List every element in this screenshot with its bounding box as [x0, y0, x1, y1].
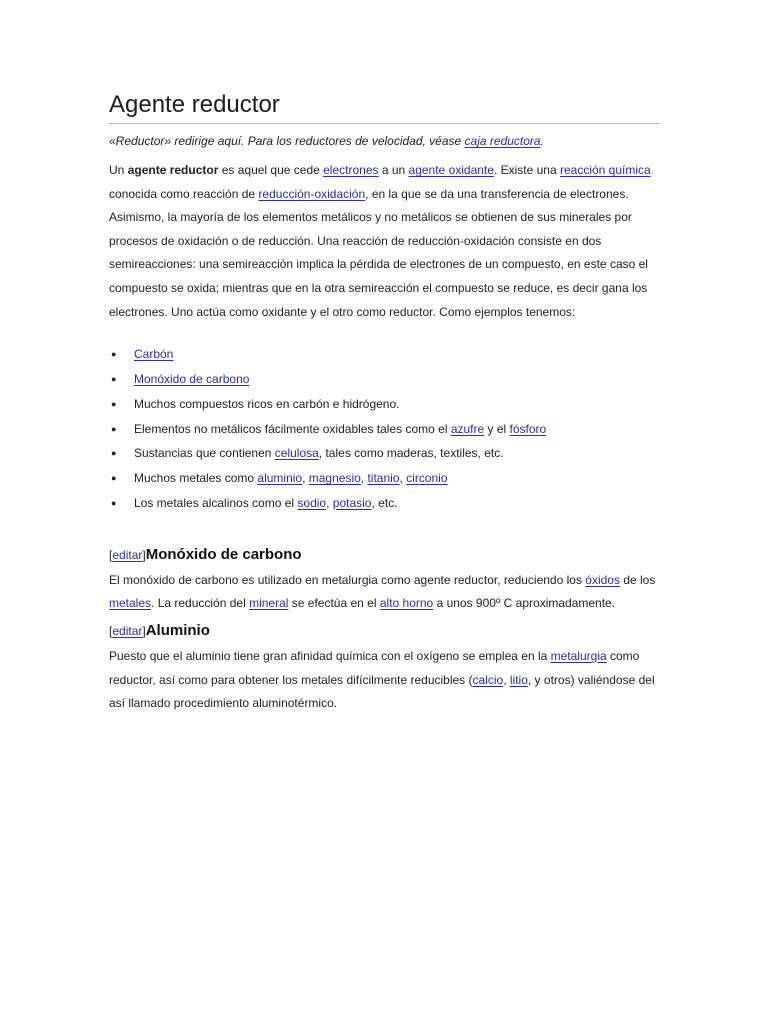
- section-title: Monóxido de carbono: [145, 545, 302, 563]
- section-heading-aluminio: [109, 622, 660, 639]
- edit-section-button[interactable]: editar: [112, 547, 143, 562]
- section-text: El monóxido de carbono es utilizado en metalurgia como agente reductor, reduciendo los: [109, 572, 586, 587]
- separator: ,: [503, 672, 510, 687]
- list-item-text: Sustancias que contienen: [134, 446, 275, 461]
- edit-link: [109, 548, 146, 562]
- link-caja-reductora[interactable]: caja reductora: [464, 134, 541, 148]
- link-sodio[interactable]: sodio: [297, 495, 327, 510]
- separator: ,: [302, 471, 309, 486]
- link-titanio[interactable]: titanio: [367, 471, 400, 486]
- link-metalurgia[interactable]: metalurgia: [550, 648, 607, 663]
- link-carbon[interactable]: Carbón: [134, 347, 174, 362]
- examples-list: [109, 342, 660, 516]
- link-potasio[interactable]: potasio: [332, 495, 372, 510]
- link-metales[interactable]: metales: [109, 596, 152, 611]
- list-item-text: , etc.: [371, 495, 398, 510]
- intro-text: Un: [109, 163, 128, 177]
- bracket: [: [109, 623, 113, 638]
- edit-link: [109, 624, 146, 638]
- link-aluminio[interactable]: aluminio: [257, 471, 303, 486]
- section-heading-monoxido: [109, 546, 660, 563]
- list-item: [109, 491, 660, 516]
- bracket: ]: [142, 547, 146, 562]
- section-text: como reductor, así como para obtener los metales difícilmente reducibles (: [109, 648, 640, 687]
- link-oxidos[interactable]: óxidos: [585, 572, 620, 587]
- section-text: , y otros) valiéndose del así llamado procedimiento aluminotérmico.: [109, 672, 655, 711]
- section-text: Puesto que el aluminio tiene gran afinidad química con el oxígeno se emplea en la: [109, 648, 551, 663]
- link-alto-horno[interactable]: alto horno: [379, 596, 434, 611]
- separator: ,: [326, 495, 333, 510]
- list-item: [109, 441, 660, 466]
- link-azufre[interactable]: azufre: [450, 421, 485, 436]
- intro-text: conocida como reacción de: [109, 186, 259, 201]
- list-item-text: y el: [484, 421, 510, 436]
- article-content: [109, 88, 660, 716]
- bullet-icon: ●: [111, 398, 117, 409]
- intro-text: , en la que se da una transferencia de electrones. Asimismo, la mayoría de los elementos metálicos y no metálicos se obtienen de sus minerales por procesos de oxidación o de reducción. Una reacción de reducción-oxidación consiste en dos semireacciones: una semireacción implica la pérdida de electrones de un compuesto, en este caso el compuesto se oxida; mientras que en la otra semireacción el compuesto se reduce, es decir gana los electrones. Uno actúa como oxidante y el otro como reductor. Como ejemplos tenemos:: [109, 186, 648, 319]
- section-paragraph-monoxido: [109, 569, 660, 616]
- list-item: [109, 466, 660, 491]
- list-item: [109, 342, 660, 367]
- intro-bold-term: agente reductor: [127, 163, 219, 177]
- list-item: [109, 392, 660, 417]
- intro-paragraph: [109, 159, 660, 324]
- list-item-text: Muchos metales como: [134, 471, 258, 486]
- link-circonio[interactable]: circonio: [406, 471, 448, 486]
- link-reduccion-oxidacion[interactable]: reducción-oxidación: [258, 186, 366, 201]
- list-item-text: Muchos compuestos ricos en carbón e hidrógeno.: [134, 396, 400, 411]
- list-item-text: Los metales alcalinos como el: [134, 495, 298, 510]
- section-paragraph-aluminio: [109, 645, 660, 716]
- link-litio[interactable]: litio: [509, 672, 528, 687]
- intro-text: a un: [378, 163, 409, 177]
- bracket: ]: [142, 623, 146, 638]
- section-text: de los: [619, 572, 656, 587]
- bullet-icon: ●: [111, 448, 117, 459]
- bullet-icon: ●: [111, 373, 117, 384]
- section-text: . La reducción del: [151, 596, 250, 611]
- page-title: Agente reductor: [109, 88, 660, 124]
- hatnote: [109, 131, 660, 151]
- list-item-text: Elementos no metálicos fácilmente oxidables tales como el: [134, 421, 451, 436]
- link-reaccion-quimica[interactable]: reacción química: [559, 163, 651, 177]
- link-celulosa[interactable]: celulosa: [274, 446, 319, 461]
- separator: ,: [360, 471, 368, 486]
- section-title: Aluminio: [145, 621, 210, 639]
- intro-text: es aquel que cede: [218, 163, 324, 177]
- hatnote-end: .: [540, 134, 544, 148]
- section-text: se efectúa en el: [288, 596, 380, 611]
- link-magnesio[interactable]: magnesio: [308, 471, 361, 486]
- link-electrones[interactable]: electrones: [323, 163, 379, 177]
- link-calcio[interactable]: calcio: [472, 672, 504, 687]
- bracket: [: [109, 547, 113, 562]
- link-mineral[interactable]: mineral: [249, 596, 289, 611]
- separator: ,: [399, 471, 407, 486]
- section-text: a unos 900º C aproximadamente.: [433, 596, 616, 611]
- bullet-icon: ●: [111, 473, 117, 484]
- bullet-icon: ●: [111, 497, 117, 508]
- list-item: [109, 367, 660, 392]
- bullet-icon: ●: [111, 423, 117, 434]
- edit-section-button[interactable]: editar: [112, 623, 143, 638]
- list-item-text: , tales como maderas, textiles, etc.: [318, 446, 504, 461]
- link-fosforo[interactable]: fósforo: [509, 421, 547, 436]
- link-agente-oxidante[interactable]: agente oxidante: [408, 163, 494, 177]
- intro-text: . Existe una: [493, 163, 560, 177]
- link-monoxido-de-carbono[interactable]: Monóxido de carbono: [134, 371, 250, 386]
- hatnote-text: «Reductor» redirige aquí. Para los reductores de velocidad, véase: [109, 134, 465, 148]
- list-item: [109, 417, 660, 442]
- bullet-icon: ●: [111, 349, 117, 360]
